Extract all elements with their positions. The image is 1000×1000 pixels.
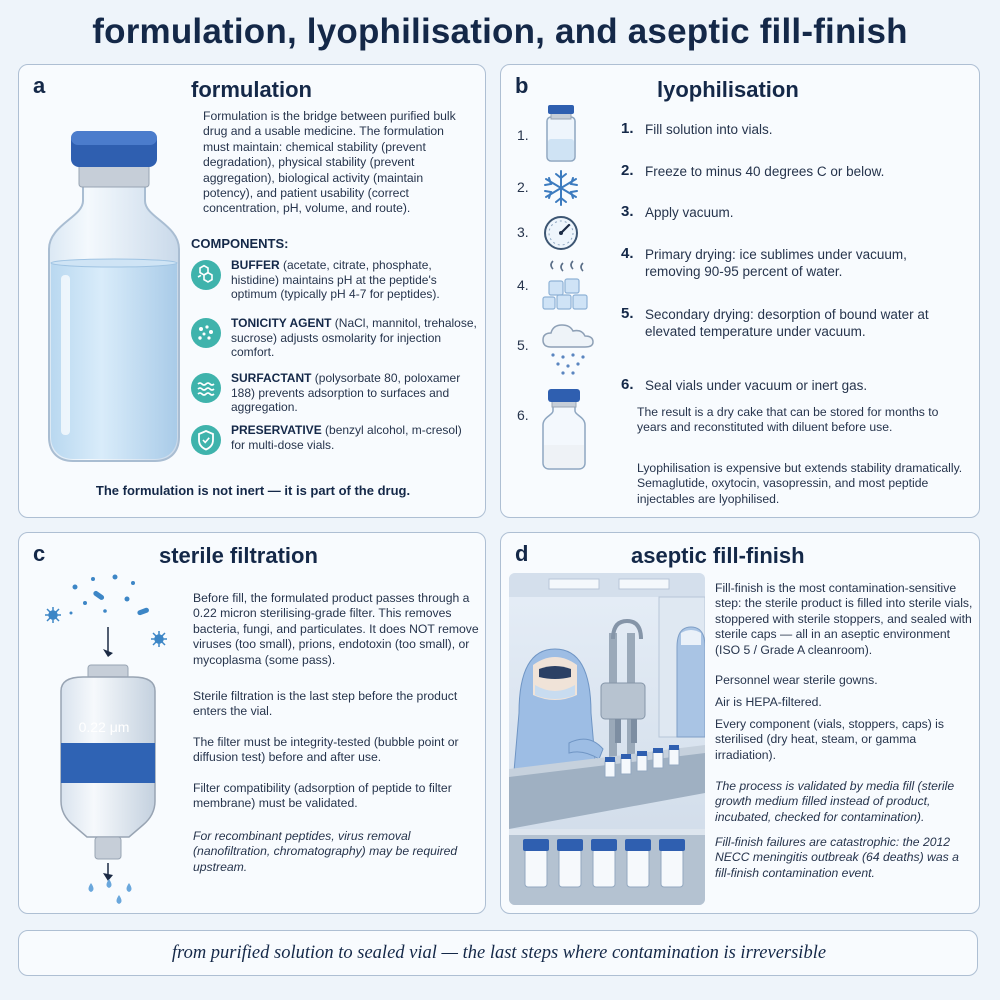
- component-name: BUFFER: [231, 258, 280, 272]
- ice-sublime-icon: [539, 257, 599, 315]
- cloud-icon: [539, 321, 599, 377]
- gauge-icon: [539, 213, 583, 253]
- shield-icon: [191, 425, 221, 455]
- components-heading: COMPONENTS:: [191, 236, 289, 251]
- lyo-step-5: [621, 305, 965, 340]
- step-number: 1.: [621, 120, 634, 137]
- component-name: TONICITY AGENT: [231, 316, 332, 330]
- panel-heading: sterile filtration: [159, 543, 318, 568]
- vial-illustration-icon: [39, 125, 189, 465]
- formulation-intro: Formulation is the bridge between purified bulk drug and a usable medicine. The formulation must maintain: chemical stability (prevent degradation), physical stability (prevent aggregation), biological activity (maintain potency), and patient usability (correct concentration, pH, volume, and route).: [203, 109, 456, 216]
- fill-finish-para: Every component (vials, stoppers, caps) is sterilised (dry heat, steam, or gamma irradiation).: [715, 717, 944, 762]
- component-tonicity: [191, 316, 481, 372]
- step-text: Fill solution into vials.: [645, 122, 773, 137]
- panel-letter: c: [33, 541, 46, 566]
- step-label: 6.: [517, 407, 529, 423]
- step-label: 4.: [517, 277, 529, 293]
- lyo-step-1: [621, 120, 965, 138]
- component-name: PRESERVATIVE: [231, 423, 322, 437]
- component-desc: (polysorbate 80, poloxamer 188) prevents adsorption to surfaces and aggregation.: [231, 371, 461, 414]
- lyo-step-3: [621, 203, 965, 221]
- particles-icon: [191, 318, 221, 348]
- panel-aseptic-fill-finish: [500, 532, 980, 914]
- component-desc: (acetate, citrate, phosphate, histidine) maintains pH at the peptide's optimum (typically pH 4-7 for peptides).: [231, 258, 440, 301]
- panel-heading: formulation: [191, 77, 312, 102]
- fill-finish-para: Fill-finish is the most contamination-sensitive step: the sterile product is filled into sterile vials, stoppered with sterile stoppers, and sealed with sterile caps — all in an aseptic environment (ISO 5 / Grade A cleanroom).: [715, 581, 973, 657]
- panel-heading: aseptic fill-finish: [631, 543, 805, 568]
- panel-letter: b: [515, 73, 529, 98]
- step-number: 4.: [621, 245, 634, 262]
- component-desc: (benzyl alcohol, m-cresol) for multi-dose vials.: [231, 423, 462, 452]
- fill-finish-para: Fill-finish failures are catastrophic: the 2012 NECC meningitis outbreak (64 deaths) was a fill-finish contamination event.: [715, 835, 959, 880]
- step-label: 3.: [517, 224, 529, 240]
- filtration-para: Sterile filtration is the last step before the product enters the vial.: [193, 689, 458, 719]
- cleanroom-scene-icon: [509, 573, 705, 905]
- step-number: 3.: [621, 203, 634, 220]
- lyo-step-2: [621, 162, 965, 180]
- lyo-note: Lyophilisation is expensive but extends stability dramatically. Semaglutide, oxytocin, vasopressin, and most peptide injectables are lyophilised.: [637, 461, 963, 506]
- component-surfactant: [191, 371, 481, 427]
- lyo-result: The result is a dry cake that can be stored for months to years and reconstituted with diluent before use.: [637, 405, 939, 435]
- component-desc: (NaCl, mannitol, trehalose, sucrose) adjusts osmolarity for injection comfort.: [231, 316, 477, 359]
- step-text: Seal vials under vacuum or inert gas.: [645, 378, 868, 393]
- filtration-para: For recombinant peptides, virus removal (nanofiltration, chromatography) may be required upstream.: [193, 829, 458, 874]
- step-text: Secondary drying: desorption of bound water at elevated temperature under vacuum.: [645, 307, 929, 339]
- step-label: 2.: [517, 179, 529, 195]
- step-number: 6.: [621, 376, 634, 393]
- filtration-para: The filter must be integrity-tested (bubble point or diffusion test) before and after use.: [193, 735, 459, 765]
- fill-finish-para: Air is HEPA-filtered.: [715, 695, 822, 709]
- step-text: Primary drying: ice sublimes under vacuum, removing 90-95 percent of water.: [645, 247, 907, 279]
- step-text: Apply vacuum.: [645, 205, 734, 220]
- filter-pore-label: 0.22 μm: [78, 719, 130, 735]
- wave-icon: [191, 373, 221, 403]
- formulation-callout: The formulation is not inert — it is part of the drug.: [95, 483, 411, 498]
- snowflake-icon: [539, 168, 583, 208]
- step-label: 1.: [517, 127, 529, 143]
- filtration-para: Filter compatibility (adsorption of peptide to filter membrane) must be validated.: [193, 781, 452, 811]
- filter-illustration-icon: [33, 569, 183, 909]
- fill-finish-para: Personnel wear sterile gowns.: [715, 673, 878, 687]
- component-name: SURFACTANT: [231, 371, 312, 385]
- component-buffer: [191, 258, 481, 314]
- panel-heading: lyophilisation: [657, 77, 799, 102]
- panel-formulation: [18, 64, 486, 518]
- hexagon-molecule-icon: [191, 260, 221, 290]
- lyo-step-4: [621, 245, 965, 280]
- panel-letter: a: [33, 73, 46, 98]
- sealed-vial-icon: [539, 387, 589, 471]
- step-number: 5.: [621, 305, 634, 322]
- step-text: Freeze to minus 40 degrees C or below.: [645, 164, 885, 179]
- panel-sterile-filtration: [18, 532, 486, 914]
- step-number: 2.: [621, 162, 634, 179]
- filtration-para: Before fill, the formulated product passes through a 0.22 micron sterilising-grade filter. This removes bacteria, fungi, and particulates. It does NOT remove viruses (too small), prions, endotoxin (too small), or mycoplasma (some pass).: [193, 591, 479, 667]
- vial-icon: [539, 103, 583, 163]
- lyo-step-6: [621, 376, 965, 394]
- footer-banner: [18, 930, 978, 976]
- step-label: 5.: [517, 337, 529, 353]
- component-preservative: [191, 423, 481, 479]
- panel-letter: d: [515, 541, 529, 566]
- fill-finish-para: The process is validated by media fill (sterile growth medium filled instead of product, incubated, checked for contamination).: [715, 779, 955, 824]
- footer-caption: from purified solution to sealed vial — the last steps where contamination is irreversible: [171, 943, 827, 963]
- page-title: formulation, lyophilisation, and aseptic fill-finish: [92, 12, 908, 51]
- panel-lyophilisation: [500, 64, 980, 518]
